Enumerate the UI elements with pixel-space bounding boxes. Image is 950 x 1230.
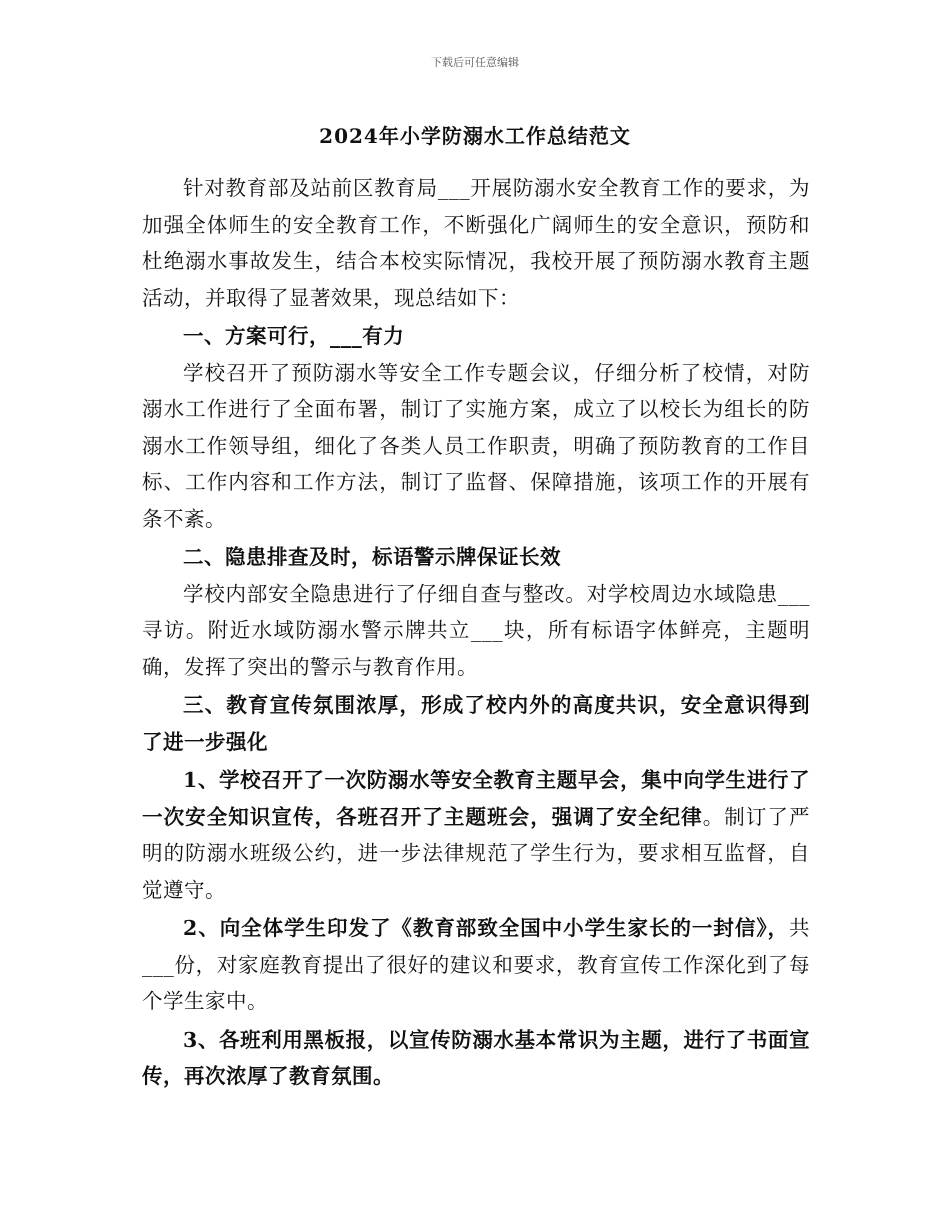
item-2-paragraph (142, 910, 810, 1020)
item-2-rest-text: 共___份，对家庭教育提出了很好的建议和要求，教育宣传工作深化到了每个学生家中。 (142, 916, 810, 1013)
section-1-body: 学校召开了预防溺水等安全工作专题会议，仔细分析了校情，对防溺水工作进行了全面布署，制订了实施方案，成立了以校长为组长的防溺水工作领导组，细化了各类人员工作职责，明确了预防教育的工作目标、工作内容和工作方法，制订了监督、保障措施，该项工作的开展有条不紊。 (142, 360, 810, 531)
intro-paragraph: 针对教育部及站前区教育局___开展防溺水安全教育工作的要求，为加强全体师生的安全教育工作，不断强化广阔师生的安全意识，预防和杜绝溺水事故发生，结合本校实际情况，我校开展了预防溺水教育主题活动，并取得了显著效果，现总结如下： (142, 176, 810, 310)
header-note: 下载后可任意编辑 (431, 56, 519, 69)
item-1-rest-text: 。制订了严明的防溺水班级公约，进一步法律规范了学生行为，要求相互监督，自觉遵守。 (142, 804, 811, 902)
section-2-body: 学校内部安全隐患进行了仔细自查与整改。对学校周边水域隐患___寻访。附近水域防溺水警示牌共立___块，所有标语字体鲜亮，主题明确，发挥了突出的警示与教育作用。 (142, 581, 810, 679)
item-2-bold-text: 2、向全体学生印发了《教育部致全国中小学生家长的一封信》， (183, 916, 789, 940)
item-1-bold-text: 1、学校召开了一次防溺水等安全教育主题早会，集中向学生进行了一次安全知识宣传，各班召开了主题班会，强调了安全纪律 (142, 768, 810, 829)
section-2-heading: 二、隐患排查及时，标语警示牌保证长效 (183, 545, 561, 569)
section-3-heading: 三、教育宣传氛围浓厚，形成了校内外的高度共识，安全意识得到了进一步强化 (142, 693, 810, 754)
item-3-paragraph: 3、各班利用黑板报，以宣传防溺水基本常识为主题，进行了书面宣传，再次浓厚了教育氛围。 (142, 1027, 810, 1088)
document-body (142, 170, 810, 1095)
item-1-paragraph (142, 762, 810, 908)
section-1-heading: 一、方案可行，___有力 (183, 324, 405, 348)
document-title: 2024年小学防溺水工作总结范文 (319, 124, 631, 148)
